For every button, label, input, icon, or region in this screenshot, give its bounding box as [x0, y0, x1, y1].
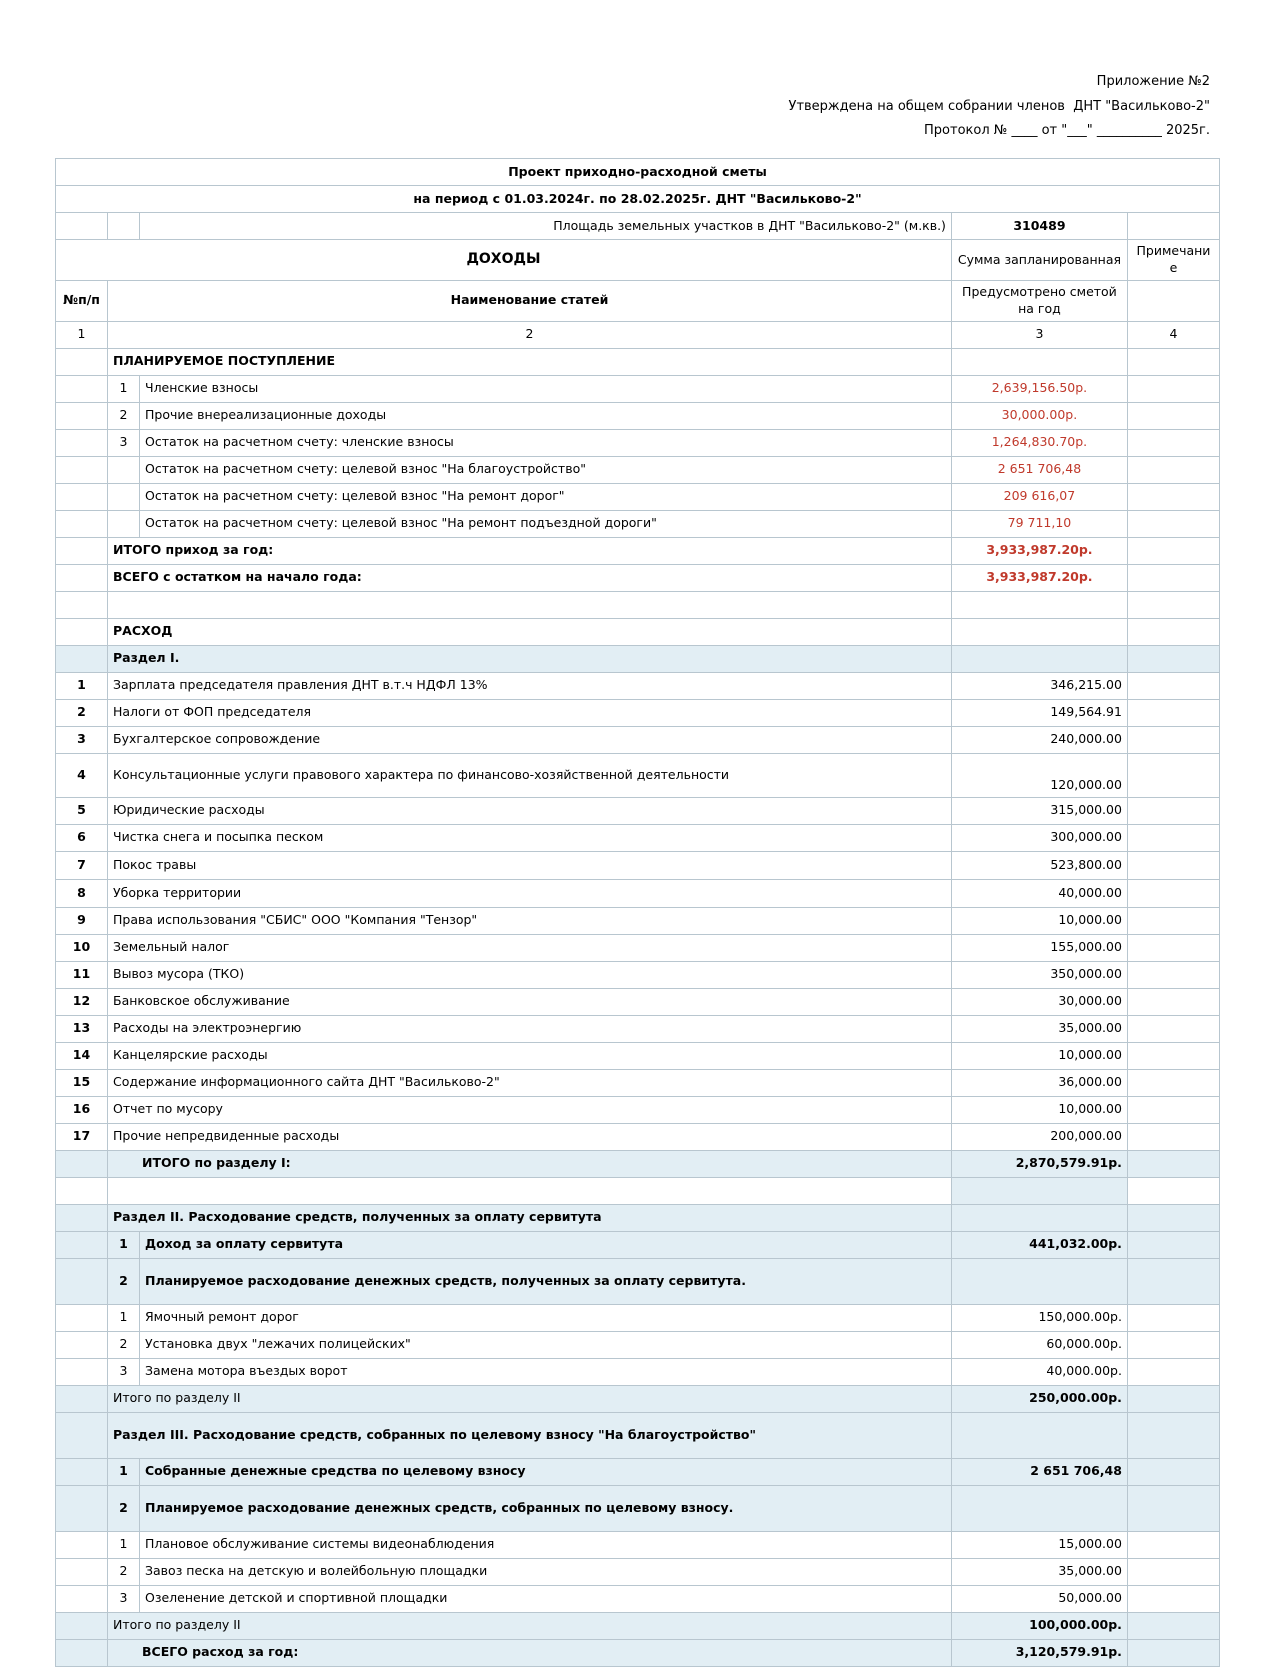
row-sum: 50,000.00 — [951, 1585, 1127, 1612]
section2-total-sum: 250,000.00р. — [951, 1385, 1127, 1412]
colnum-3: 3 — [951, 321, 1127, 348]
row-sum: 155,000.00 — [951, 934, 1127, 961]
row-sum: 120,000.00 — [951, 753, 1127, 797]
row-blank — [56, 429, 108, 456]
section2-income-row — [56, 1231, 1220, 1258]
table-row — [56, 483, 1220, 510]
row-name: Уборка территории — [108, 879, 952, 907]
grand-total-sum: 3,120,579.91р. — [951, 1639, 1127, 1666]
row-blank — [951, 1204, 1127, 1231]
row-blank — [56, 1531, 108, 1558]
row-note — [1127, 934, 1219, 961]
row-note — [1127, 483, 1219, 510]
area-row — [56, 213, 1220, 240]
row-note — [1127, 1096, 1219, 1123]
table-row — [56, 1358, 1220, 1385]
row-blank — [56, 1304, 108, 1331]
row-sum: 200,000.00 — [951, 1123, 1127, 1150]
table-row — [56, 907, 1220, 934]
row-name: Зарплата председателя правления ДНТ в.т.ч НДФЛ 13% — [108, 672, 952, 699]
colnum-4: 4 — [1127, 321, 1219, 348]
row-name: Собранные денежные средства по целевому взносу — [140, 1458, 952, 1485]
row-number: 14 — [56, 1042, 108, 1069]
section2-plan-row — [56, 1258, 1220, 1304]
row-blank — [56, 1385, 108, 1412]
row-sum: 149,564.91 — [951, 699, 1127, 726]
table-row — [56, 1096, 1220, 1123]
row-blank — [56, 591, 108, 618]
table-row — [56, 797, 1220, 824]
row-note — [1127, 537, 1219, 564]
row-number: 10 — [56, 934, 108, 961]
row-note — [1127, 851, 1219, 879]
row-sum: 350,000.00 — [951, 961, 1127, 988]
table-row — [56, 1585, 1220, 1612]
row-number: 1 — [108, 375, 140, 402]
row-number: 6 — [56, 824, 108, 851]
row-name: Вывоз мусора (ТКО) — [108, 961, 952, 988]
income-total-year-sum: 3,933,987.20р. — [951, 537, 1127, 564]
table-row — [56, 1304, 1220, 1331]
area-blank-2 — [108, 213, 140, 240]
row-note — [1127, 564, 1219, 591]
section2-label: Раздел II. Расходование средств, полученных за оплату сервитута — [108, 1204, 952, 1231]
row-note — [1127, 988, 1219, 1015]
table-row — [56, 402, 1220, 429]
row-number: 2 — [56, 699, 108, 726]
row-name: Банковское обслуживание — [108, 988, 952, 1015]
row-note — [1127, 1331, 1219, 1358]
row-note — [1127, 1258, 1219, 1304]
row-name: Доход за оплату сервитута — [140, 1231, 952, 1258]
row-blank — [56, 456, 108, 483]
table-row — [56, 510, 1220, 537]
row-number: 1 — [108, 1231, 140, 1258]
row-number: 2 — [108, 1258, 140, 1304]
income-section-label: ПЛАНИРУЕМОЕ ПОСТУПЛЕНИЕ — [108, 348, 952, 375]
row-blank — [56, 1558, 108, 1585]
row-name: Права использования "СБИС" ООО "Компания "Тензор" — [108, 907, 952, 934]
section3-label: Раздел III. Расходование средств, собранных по целевому взносу "На благоустройство" — [108, 1412, 952, 1458]
row-name: Остаток на расчетном счету: целевой взнос "На благоустройство" — [140, 456, 952, 483]
row-blank — [951, 1412, 1127, 1458]
table-row — [56, 1069, 1220, 1096]
row-name: Членские взносы — [140, 375, 952, 402]
table-row — [56, 456, 1220, 483]
col-sum-header: Сумма запланированная — [951, 240, 1127, 281]
row-blank — [1127, 1150, 1219, 1177]
row-sum: 441,032.00р. — [951, 1231, 1127, 1258]
blank-cell — [1127, 348, 1219, 375]
table-title-row-1 — [56, 159, 1220, 186]
row-note — [1127, 456, 1219, 483]
row-sum: 300,000.00 — [951, 824, 1127, 851]
row-sum: 40,000.00 — [951, 879, 1127, 907]
section1-total-sum: 2,870,579.91р. — [951, 1150, 1127, 1177]
row-note — [1127, 726, 1219, 753]
row-sum: 150,000.00р. — [951, 1304, 1127, 1331]
row-note — [1127, 1458, 1219, 1485]
row-sum: 209 616,07 — [951, 483, 1127, 510]
row-name: Остаток на расчетном счету: членские взносы — [140, 429, 952, 456]
row-number — [108, 456, 140, 483]
section3-income-row — [56, 1458, 1220, 1485]
row-sum: 35,000.00 — [951, 1015, 1127, 1042]
row-note — [1127, 672, 1219, 699]
row-number: 15 — [56, 1069, 108, 1096]
row-blank — [56, 1485, 108, 1531]
row-number: 13 — [56, 1015, 108, 1042]
document-header — [55, 70, 1220, 144]
row-note — [1127, 1042, 1219, 1069]
row-blank — [1127, 1177, 1219, 1204]
col-note-header: Примечание — [1127, 240, 1219, 281]
row-blank — [951, 1177, 1127, 1204]
row-sum: 10,000.00 — [951, 1096, 1127, 1123]
row-note — [1127, 699, 1219, 726]
row-blank — [1127, 1612, 1219, 1639]
table-row — [56, 672, 1220, 699]
header-approval: Утверждена на общем собрании членов ДНТ "Васильково-2" — [788, 98, 1210, 114]
col-note-blank — [1127, 280, 1219, 321]
section2-total-row — [56, 1385, 1220, 1412]
row-blank — [56, 402, 108, 429]
section2-total-label: Итого по разделу II — [108, 1385, 952, 1412]
section1-label-row — [56, 645, 1220, 672]
row-blank — [951, 645, 1127, 672]
row-name: Остаток на расчетном счету: целевой взнос "На ремонт подъездной дороги" — [140, 510, 952, 537]
row-blank — [1127, 1204, 1219, 1231]
row-blank — [56, 1258, 108, 1304]
row-note — [1127, 1015, 1219, 1042]
row-sum: 2 651 706,48 — [951, 456, 1127, 483]
row-sum: 315,000.00 — [951, 797, 1127, 824]
row-number: 1 — [108, 1458, 140, 1485]
table-row — [56, 988, 1220, 1015]
row-number: 1 — [108, 1304, 140, 1331]
row-name: Налоги от ФОП председателя — [108, 699, 952, 726]
blank-cell — [56, 348, 108, 375]
row-name: Планируемое расходование денежных средств, полученных за оплату сервитута. — [140, 1258, 952, 1304]
row-number: 1 — [108, 1531, 140, 1558]
row-note — [1127, 1485, 1219, 1531]
spacer-row — [56, 1177, 1220, 1204]
section3-plan-row — [56, 1485, 1220, 1531]
grand-total-label: ВСЕГО расход за год: — [108, 1639, 952, 1666]
row-note — [1127, 375, 1219, 402]
section3-total-row — [56, 1612, 1220, 1639]
row-blank — [56, 510, 108, 537]
income-header: ДОХОДЫ — [56, 240, 952, 281]
table-row — [56, 851, 1220, 879]
section3-label-row — [56, 1412, 1220, 1458]
column-subheader-row — [56, 280, 1220, 321]
row-blank — [1127, 1385, 1219, 1412]
table-row — [56, 699, 1220, 726]
row-blank — [56, 1331, 108, 1358]
row-name: Замена мотора въездых ворот — [140, 1358, 952, 1385]
row-name: Расходы на электроэнергию — [108, 1015, 952, 1042]
budget-table — [55, 158, 1220, 1667]
table-row — [56, 824, 1220, 851]
row-blank — [56, 375, 108, 402]
row-blank — [56, 1612, 108, 1639]
row-note — [1127, 824, 1219, 851]
row-name: Ямочный ремонт дорог — [140, 1304, 952, 1331]
col-name-header: Наименование статей — [108, 280, 952, 321]
row-number: 8 — [56, 879, 108, 907]
table-row — [56, 726, 1220, 753]
row-blank — [1127, 645, 1219, 672]
section2-label-row — [56, 1204, 1220, 1231]
row-blank — [56, 1231, 108, 1258]
row-sum: 40,000.00р. — [951, 1358, 1127, 1385]
row-note — [1127, 1123, 1219, 1150]
row-number: 2 — [108, 1558, 140, 1585]
section1-total-label: ИТОГО по разделу I: — [108, 1150, 952, 1177]
row-sum: 10,000.00 — [951, 1042, 1127, 1069]
table-row — [56, 1531, 1220, 1558]
col-sum-subheader: Предусмотрено сметой на год — [951, 280, 1127, 321]
row-name: Консультационные услуги правового характера по финансово-хозяйственной деятельности — [108, 753, 952, 797]
col-np-header: №п/п — [56, 280, 108, 321]
table-row — [56, 1558, 1220, 1585]
row-blank — [108, 591, 952, 618]
row-blank — [56, 1639, 108, 1666]
row-sum: 15,000.00 — [951, 1531, 1127, 1558]
header-appendix: Приложение №2 — [1096, 74, 1210, 89]
row-number: 3 — [56, 726, 108, 753]
colnum-2: 2 — [108, 321, 952, 348]
row-sum: 1,264,830.70р. — [951, 429, 1127, 456]
row-note — [1127, 797, 1219, 824]
row-sum: 30,000.00 — [951, 988, 1127, 1015]
row-blank — [56, 564, 108, 591]
table-row — [56, 1123, 1220, 1150]
income-total-all-row — [56, 564, 1220, 591]
row-sum: 346,215.00 — [951, 672, 1127, 699]
income-total-year-row — [56, 537, 1220, 564]
row-sum: 79 711,10 — [951, 510, 1127, 537]
header-protocol: Протокол № ____ от "___" __________ 2025г. — [924, 123, 1210, 139]
row-name: Планируемое расходование денежных средств, собранных по целевому взносу. — [140, 1485, 952, 1531]
row-note — [1127, 907, 1219, 934]
table-row — [56, 753, 1220, 797]
row-number: 5 — [56, 797, 108, 824]
row-sum: 30,000.00р. — [951, 402, 1127, 429]
row-note — [1127, 879, 1219, 907]
row-sum — [951, 1485, 1127, 1531]
row-blank — [1127, 618, 1219, 645]
row-number: 16 — [56, 1096, 108, 1123]
income-section-label-row — [56, 348, 1220, 375]
row-number: 17 — [56, 1123, 108, 1150]
section1-label: Раздел I. — [108, 645, 952, 672]
income-total-year-label: ИТОГО приход за год: — [108, 537, 952, 564]
row-blank — [56, 483, 108, 510]
row-name: Покос травы — [108, 851, 952, 879]
row-name: Канцелярские расходы — [108, 1042, 952, 1069]
row-sum: 35,000.00 — [951, 1558, 1127, 1585]
doc-title-2: на период с 01.03.2024г. по 28.02.2025г. ДНТ "Васильково-2" — [56, 186, 1220, 213]
row-name: Установка двух "лежачих полицейских" — [140, 1331, 952, 1358]
table-title-row-2 — [56, 186, 1220, 213]
row-note — [1127, 1304, 1219, 1331]
row-blank — [56, 1585, 108, 1612]
table-row — [56, 879, 1220, 907]
row-name: Прочие внереализационные доходы — [140, 402, 952, 429]
row-blank — [1127, 1639, 1219, 1666]
area-blank-1 — [56, 213, 108, 240]
row-blank — [56, 1177, 108, 1204]
row-blank — [951, 591, 1127, 618]
row-blank — [951, 618, 1127, 645]
expense-label-row — [56, 618, 1220, 645]
row-number: 2 — [108, 402, 140, 429]
row-name: Завоз песка на детскую и волейбольную площадки — [140, 1558, 952, 1585]
row-number: 11 — [56, 961, 108, 988]
table-row — [56, 961, 1220, 988]
row-number — [108, 483, 140, 510]
row-note — [1127, 961, 1219, 988]
row-number: 4 — [56, 753, 108, 797]
colnum-1: 1 — [56, 321, 108, 348]
row-number: 2 — [108, 1485, 140, 1531]
expense-label: РАСХОД — [108, 618, 952, 645]
grand-total-row — [56, 1639, 1220, 1666]
row-sum — [951, 1258, 1127, 1304]
row-number: 9 — [56, 907, 108, 934]
row-number: 3 — [108, 429, 140, 456]
row-name: Отчет по мусору — [108, 1096, 952, 1123]
income-header-row — [56, 240, 1220, 281]
row-name: Юридические расходы — [108, 797, 952, 824]
row-number: 12 — [56, 988, 108, 1015]
row-blank — [1127, 1412, 1219, 1458]
row-blank — [56, 537, 108, 564]
row-name: Прочие непредвиденные расходы — [108, 1123, 952, 1150]
section3-total-sum: 100,000.00р. — [951, 1612, 1127, 1639]
row-note — [1127, 510, 1219, 537]
table-row — [56, 375, 1220, 402]
area-label: Площадь земельных участков в ДНТ "Васильково-2" (м.кв.) — [140, 213, 952, 240]
column-number-row — [56, 321, 1220, 348]
row-sum: 60,000.00р. — [951, 1331, 1127, 1358]
income-total-all-label: ВСЕГО с остатком на начало года: — [108, 564, 952, 591]
row-number: 2 — [108, 1331, 140, 1358]
table-row — [56, 429, 1220, 456]
row-number: 3 — [108, 1358, 140, 1385]
row-blank — [56, 1458, 108, 1485]
row-note — [1127, 1358, 1219, 1385]
row-number — [108, 510, 140, 537]
row-name: Содержание информационного сайта ДНТ "Васильково-2" — [108, 1069, 952, 1096]
area-value: 310489 — [951, 213, 1127, 240]
table-row — [56, 1042, 1220, 1069]
row-sum: 10,000.00 — [951, 907, 1127, 934]
row-blank — [56, 1412, 108, 1458]
income-total-all-sum: 3,933,987.20р. — [951, 564, 1127, 591]
row-name: Чистка снега и посыпка песком — [108, 824, 952, 851]
row-note — [1127, 753, 1219, 797]
section1-total-row — [56, 1150, 1220, 1177]
row-sum: 2 651 706,48 — [951, 1458, 1127, 1485]
row-name: Остаток на расчетном счету: целевой взнос "На ремонт дорог" — [140, 483, 952, 510]
table-row — [56, 1015, 1220, 1042]
spacer-row — [56, 591, 1220, 618]
row-note — [1127, 1069, 1219, 1096]
row-name: Плановое обслуживание системы видеонаблюдения — [140, 1531, 952, 1558]
row-blank — [56, 1150, 108, 1177]
row-sum: 36,000.00 — [951, 1069, 1127, 1096]
area-note — [1127, 213, 1219, 240]
row-blank — [108, 1177, 952, 1204]
row-note — [1127, 429, 1219, 456]
row-name: Земельный налог — [108, 934, 952, 961]
row-number: 7 — [56, 851, 108, 879]
row-note — [1127, 1585, 1219, 1612]
row-blank — [56, 645, 108, 672]
row-sum: 523,800.00 — [951, 851, 1127, 879]
row-note — [1127, 1231, 1219, 1258]
row-note — [1127, 402, 1219, 429]
row-note — [1127, 1531, 1219, 1558]
doc-title-1: Проект приходно-расходной сметы — [56, 159, 1220, 186]
row-blank — [1127, 591, 1219, 618]
blank-cell — [951, 348, 1127, 375]
row-sum: 240,000.00 — [951, 726, 1127, 753]
row-number: 3 — [108, 1585, 140, 1612]
table-row — [56, 1331, 1220, 1358]
row-number: 1 — [56, 672, 108, 699]
row-name: Озеленение детской и спортивной площадки — [140, 1585, 952, 1612]
table-row — [56, 934, 1220, 961]
section3-total-label: Итого по разделу II — [108, 1612, 952, 1639]
row-blank — [56, 1204, 108, 1231]
row-blank — [56, 1358, 108, 1385]
row-name: Бухгалтерское сопровождение — [108, 726, 952, 753]
row-sum: 2,639,156.50р. — [951, 375, 1127, 402]
row-note — [1127, 1558, 1219, 1585]
row-blank — [56, 618, 108, 645]
